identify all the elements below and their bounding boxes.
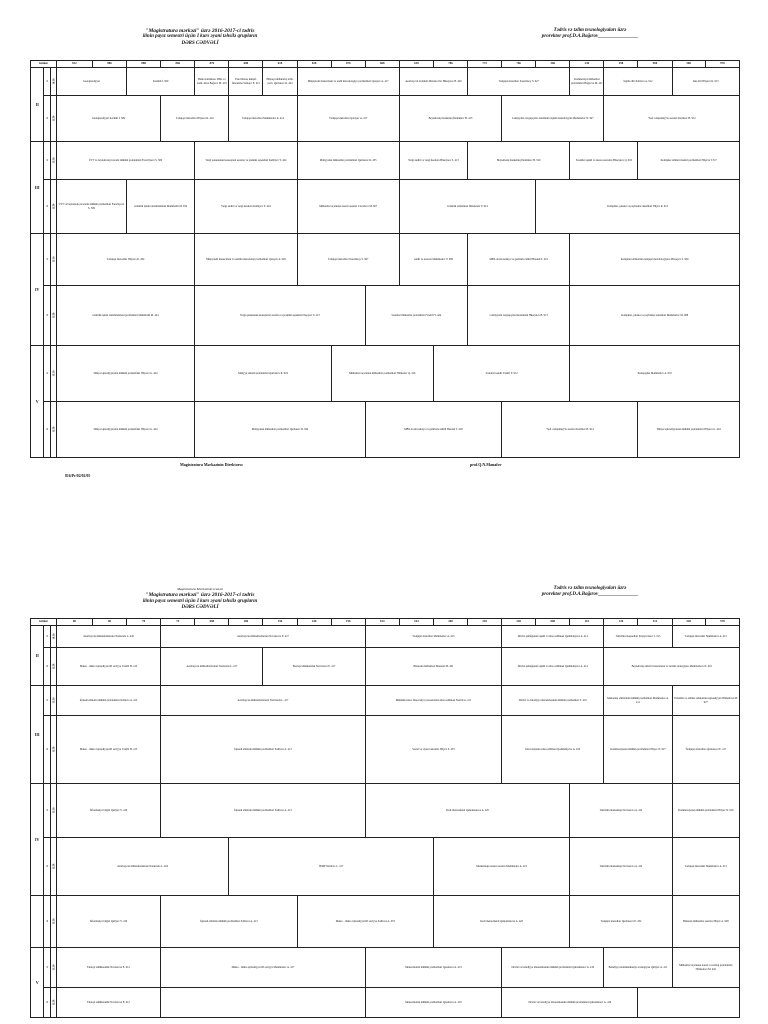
lesson-cell: Audit və nəzarət Məmmədov V. 909 [399,234,467,286]
table-row [31,68,740,96]
director-label: Magistratura Mərkəzinin Direktoru: [180,462,244,467]
group-code: 008 [536,619,570,626]
lesson-cell: Azərbaycan mühasibatlarının Nəzirzadə L. 432 [56,626,160,648]
lesson-cell: Bələdiyyə kommunikasiya strategiyası Quliyev A. 411 [604,948,672,988]
time-text: 11.50 [52,999,56,1006]
time-text: 11.50 [52,663,56,670]
day-label: IV [31,784,44,896]
lesson-cell [161,988,366,1018]
lesson-cell: Tədqiqat metodları Qarayev A. 417 [297,96,399,142]
header-note: Magistratura Mərkəzinin icazəsi [177,587,223,591]
lesson-cell: Mühasibat uçotunun mühasibat problemləri Əhmədov Q. 416 [331,346,433,402]
lesson-cell: Dövlət qulluğunun təşkili və idarə edilməsi Qədimaliyeva A. 414 [502,648,604,686]
schedule-caption: DƏRS CƏDVƏLİ [181,40,219,46]
slot-number: 1 [44,234,50,286]
table-row [31,626,740,648]
lesson-cell: Tədqiqat metodları Xəzərlisoy S. 927 [297,234,399,286]
lesson-cell: Vergi auditi və vergi hesabatı Kəlbiyev Y. 424 [195,180,297,234]
lesson-cell: Tədqiqat metodları Əliyeva R. 434 [56,234,194,286]
day-label: V [31,948,44,1018]
header-left [50,28,350,47]
group-header-row [31,619,740,626]
table-row [31,716,740,784]
group-code: 08 [56,619,92,626]
lesson-cell: Geoiqtisadiyyat [56,68,126,96]
day-label: V [31,346,44,458]
time-text: 11.50 [52,746,56,753]
lesson-cell: MBS-də investisiya və gəlirlərin təhlili Həsənli T. 418 [365,402,501,458]
lesson-cell: Turizmin marketinqi Novruzova A. 412 [570,838,672,896]
table-row [31,784,740,838]
group-code: 678 [331,61,365,68]
lesson-cell: Menecmentin mühüm problemləri Qasımova A. 419 [365,988,501,1018]
lesson-cell: İqtisadi elmlərin mühüm problemləri Xəlilova A. 413 [161,896,297,948]
day-label: III [31,142,44,234]
group-code: 196 [331,619,365,626]
lesson-cell: Bank statistikası. Biliz və audit. Ahra Bağırov M. 419 [195,68,229,96]
group-code: 772 [468,61,502,68]
lesson-cell: İqtisadi elmlərin mühüm problemləri Xəlilova A. 413 [161,716,366,784]
lesson-cell: Mühasibat uçotunun nəzəri əsasları Cavadova M. 927 [297,180,399,234]
table-row [31,648,740,686]
group-code: 512 [638,619,672,626]
group-code: 156 [263,619,297,626]
lesson-cell: Maliyyənin mühasibat problemləri Qurbanov R. 435 [297,142,399,180]
group-code: 568 [672,61,705,68]
slot-number: 2 [44,988,50,1018]
group-code: 266 [536,61,570,68]
lesson-cell: Dünya iqtisadiyyatının mühüm problemləri Əliyeva G. 424 [56,346,194,402]
lesson-cell: Turizmin məqsədləri Şiryiyevlərov İ. 415 [604,626,672,648]
lesson-cell: Müqayisəli menecment və auditin metodoloji problemləri Qarayev A. 926 [195,234,297,286]
lesson-cell: Cəmiyyətin vergiqoyma mexanizmi Hüseynov B. 913 [468,286,570,346]
schedule-title: "Magistratura mərkəzi" üzrə 2016-2017-ci tədris [145,28,255,34]
group-code: 578 [705,619,739,626]
lesson-cell: ÜTT və beynəlxalq ticarətin mühüm problemləri Fərəcliyeva S. 509 [56,142,194,180]
day-spacer [31,896,44,948]
lesson-cell: Kommersiyanın mühüm problemləri Əliyev N. 916 [672,784,739,838]
lesson-cell: Beynəlxalq marketinq İbrahimov H. 413 [399,96,501,142]
lesson-cell: Vergi auditi və vergi hesabatı Hüseynov S. 413 [399,142,467,180]
lesson-cell: "Soft computing"in əsasları Kərimov H. 912 [604,96,740,142]
time-text: 13.30 [52,370,56,377]
day-label: II [31,626,44,686]
lesson-cell: Dövlət qulluğunun təşkili və idarə edilməsi Qədimaliyeva A. 414 [502,626,604,648]
lesson-cell: Dövlət və bələdiyyə idarəetməsinin mühüm problemləri Qəhrəmanov A. 419 [502,948,604,988]
approval-line-2: prorektor prof.D.A.Bağırov________________ [541,34,639,40]
group-code: 78 [127,619,161,626]
slot-number: 2 [44,96,50,142]
lesson-cell: İnformasiya bilgisi Quliyev V. 416 [56,784,160,838]
lesson-cell: "Soft computing"in əsasları Kərimov H. 914 [502,402,638,458]
lesson-cell: Makro - mikro iqtisadiyyat III səviyyə Məmmədov A. 417 [161,948,366,988]
lesson-cell: Cəmiyyətin vergiqoyma sisteminin təşkili mənsubiyyəti Məmmədov N. 927 [502,96,604,142]
lesson-cell: Makro - mikro iqtisadiyyat III səviyyə Vəzirli H. 412 [56,648,160,686]
lesson-cell: Kərimli İ. 509 [127,68,195,96]
group-code: 218 [468,619,502,626]
group-code: 814 [365,619,399,626]
lesson-cell: ÜTT və beynəlxalq ticarətin mühüm problemləri Fərəcliyeva S. 509 [56,180,126,234]
lesson-cell: Müqayisəli menecment və audit metodologiya problemləri Qarayev A. 417 [297,68,399,96]
lesson-cell: Tədqiqat metodları Qurbanova E. 417 [672,716,739,784]
group-code: 116 [570,619,604,626]
group-code: 74 [161,619,195,626]
page-footer [30,458,740,478]
time-text: 13.30 [52,807,56,814]
time-text: 11.50 [52,426,56,433]
lesson-cell: Kadr menecmenti Qəhrəmanova A. 425 [365,784,570,838]
lesson-cell: Marketinqin nəzəri əsasları Məmmədov A. 415 [433,838,569,896]
table-row [31,948,740,988]
schedule-table-1 [30,60,740,458]
time-text: 10.10 [52,633,56,640]
lesson-cell: Mümkün idarə. İnnovasiya proseslərinin idarə edilməsi Nəzirli A. 411 [365,686,501,716]
slot-number: 1 [44,948,50,988]
lesson-cell: Biznesin mühasibat əsasları Əliyev A. 928 [672,896,739,948]
lesson-cell: Ekoloji təhlükəsizlik Novruzova E. 417 [263,648,365,686]
slot-number: 1 [44,686,50,716]
table-row [31,686,740,716]
schedule-page-2 [30,586,740,1018]
group-code: 886 [92,61,126,68]
slot-number: 2 [44,402,50,458]
lesson-cell: Kadr menecmenti Qəhrəmanova A. 425 [433,896,569,948]
group-code: 186 [229,619,263,626]
lesson-cell: Sosialist təşkili və insan resursları Hüseynov Q. 916 [570,142,638,180]
lesson-cell: Azərbaycan mühasibatlarının Nəzirzadə L. 417 [161,686,366,716]
lesson-cell: Tədqiqat metodları Qurbanova E. 432 [570,896,672,948]
lesson-cell: Kompüter elmləri mənzil problemləri Əliyeva T.517 [638,142,740,180]
group-code: 628 [297,61,331,68]
lesson-cell: Turizmin və xidmət sahələrinin iqtisadiyyatı Əhmədova M. 927 [672,686,739,716]
lesson-cell: Beynəlxalq marketinq İbrahimov H. 916 [468,142,570,180]
director-name: prof.Q.N.Manafov [470,462,502,467]
lesson-cell: Vergi qanununun konseptual əsasları və praktiki aspektləri Paşayev Z. 417 [195,286,365,346]
lesson-cell: Kompüter elmlərinin tədqiqat metodologiyası Mirzəyev S. 930 [570,234,740,286]
slot-number: 1 [44,142,50,180]
time-text: 11.50 [52,312,56,319]
group-code: 126 [604,619,638,626]
schedule-title: "Magistratura mərkəzi" üzrə 2016-2017-ci tədris [145,592,255,599]
lesson-cell: Biznesin mühasibatı Mansuri M. 431 [365,648,501,686]
schedule-page-1 [30,28,740,478]
day-label: III [31,686,44,784]
lesson-cell: Vergi qanununun konseptual əsasları və praktiki aspektləri Kəlbiyev Y. 424 [195,142,297,180]
time-text: 11.50 [52,203,56,210]
header-right [480,586,700,599]
lesson-cell: Kommersiyanın mühüm problemləri Əliyev N. 927 [604,716,672,784]
table-row [31,896,740,948]
schedule-subtitle: ilinin payız semestri üçün I kurs əyani təhsilə qrupların [142,598,258,604]
lesson-cell: Rus dili Əliyeva R. 913 [672,68,739,96]
approval-line-1: Tədris və təlim texnologiyaları üzrə [553,28,627,33]
table-row [31,286,740,346]
group-code: 812 [56,61,92,68]
group-code: 866 [161,61,195,68]
group-code: 246 [297,619,331,626]
lesson-cell: Kompüter, şəbəkə və paylanma sistemləri Məmmədov M. 908 [570,286,740,346]
group-code: 876 [195,61,229,68]
lesson-cell: Azərbaycan mühasibatlarının Nəzirzadə L. 417 [161,648,263,686]
lesson-cell: Maliyyə sistemi problemləri Qurbanov R. 924 [195,346,331,402]
table-row [31,142,740,180]
lesson-cell: İnformasiya bilgisi Quliyev V. 416 [56,896,160,948]
lesson-cell: Azərbaycan mühasibatlarının Nəzirzadə L. 416 [56,838,229,896]
lesson-cell: İqtisadi elmlərin mühüm problemləri Xəlilova A. 413 [161,784,366,838]
lesson-cell: Tədqiqat metodları Xəzərlisoy S. 927 [468,68,570,96]
lesson-cell: Tədqiqat metodları Məmmədov A. 415 [672,626,739,648]
group-code: 786 [433,61,467,68]
lesson-cell: Dünya iqtisadiyyatının mühüm problemləri Əliyeva G. 424 [56,402,194,458]
schedule-table-2 [30,618,740,1018]
group-code: 888 [127,61,161,68]
days-label: Günlər [31,619,57,626]
time-text: 13.30 [52,964,56,971]
group-code: 618 [263,61,297,68]
lesson-cell: Beynəlxalq turizm bazarlarının və turizm strategiyası Məmmədova N. 416 [604,648,740,686]
lesson-cell: Ekoloji təhlükəsizlik Novruzova E. 412 [56,948,160,988]
table-row [31,988,740,1018]
approval-line-1: Tədris və təlim texnologiyaları üzrə [553,586,627,591]
group-code: 228 [502,619,536,626]
table-row [31,96,740,142]
group-code: 668 [365,61,399,68]
lesson-cell: Azərbaycan mühasibatlarının Novruzova E. 417 [161,626,366,648]
lesson-cell: İngilis dili Xəlilova A. 912 [604,68,672,96]
lesson-cell: Sosial və siyasi təsisatlar Əliyev S. 433 [365,716,501,784]
table-row [31,180,740,234]
group-code: 978 [705,61,739,68]
lesson-cell: Tədqiqat metodları Məmmədov A. 415 [672,838,739,896]
table-row [31,346,740,402]
lesson-cell: Dünya iqtisadiyyatının mühüm problemləri Əliyeva G. 424 [638,402,740,458]
lesson-cell: Geoiqtisadiyyat Kərimli İ. 509 [56,96,160,142]
slot-number: 2 [44,180,50,234]
group-code: 618 [399,61,433,68]
group-code: 688 [195,619,229,626]
lesson-cell: Kompüter, şəbəkə və paylanma sistemləri Əliyev R. 912 [536,180,740,234]
schedule-subtitle: ilinin payız semestri üçün I kurs əyani təhsilə qrupların [142,34,258,40]
lesson-cell: Makro - mikro iqtisadiyyat III səviyyə Xəlilova A. 433 [297,896,433,948]
time-text: 13.30 [52,256,56,263]
slot-number: 1 [44,784,50,838]
lesson-cell: İnnovasiyanın idarə edilməsi Qədimaliyeva A. 433 [502,716,604,784]
slot-number: 2 [44,716,50,784]
lesson-cell: Sosialist mühasibat problemləri Vəzirli Y. 424 [365,286,467,346]
group-code: 06 [92,619,126,626]
slot-number: 1 [44,68,50,96]
lesson-cell: Gömrük statistikası İlmanzadə V. 914 [399,180,535,234]
slot-number: 2 [44,286,50,346]
table-row [31,234,740,286]
slot-number: 2 [44,648,50,686]
lesson-cell: Sosialist təşkili Vəzirli Y. 912 [433,346,569,402]
lesson-cell: Azərbaycan tarixinin Muxtarovlar Hüseynov B. 420 [399,68,467,96]
time-text: 13.30 [52,157,56,164]
lesson-cell: Mühasibat uçotunun nəzəri və tətbiqi problemləri Əhmədova M. 416 [672,948,739,988]
days-label: Günlər [31,61,57,68]
slot-number: 2 [44,838,50,896]
lesson-cell: Makro - mikro iqtisadiyyat III səviyyə Vəzirli H. 413 [56,716,160,784]
lesson-cell: Ekoloji təhlükəsizlik Novruzova E. 412 [56,988,160,1018]
page-header [30,28,740,60]
group-code: 966 [638,61,672,68]
lesson-cell: Dövlət və bələdiyyə idarəetməsinin mühüm problemləri Z. 416 [502,686,604,716]
lesson-cell: Gömrük işinin tənzimlənməsi Məmmədli M. 932 [127,180,195,234]
group-header-row [31,61,740,68]
group-code: 298 [604,61,638,68]
group-code: 230 [570,61,604,68]
group-code: 688 [229,61,263,68]
page-header [30,586,740,618]
document-code: 816/Pr/02/02/05 [65,474,91,478]
lesson-cell: MBS-də investisiya və gəlirlərin təhlili Həsənli T. 419 [468,234,570,286]
group-code: 528 [672,619,705,626]
table-row [31,402,740,458]
lesson-cell: Hüquqi sahibkarlıq arbit. prob. Qurbanov R. 424 [263,68,297,96]
lesson-cell: Tədqiqat metodları Məmmədov A. 414 [229,96,297,142]
lesson-cell [638,988,740,1018]
time-text: 11.50 [52,863,56,870]
lesson-cell: Dövlət və bələdiyyə idarəetməsinin mühüm problemləri Qəhrəmanov A. 419 [502,988,638,1018]
lesson-cell: Marketinq elmlərinin mühüm problemləri Məmmədov A. 411 [604,686,672,716]
slot-number: 1 [44,346,50,402]
time-text: 10.10 [52,78,56,85]
approval-line-2: prorektor prof.D.A.Bağırov________________ [541,592,639,598]
lesson-cell: İEMP Xəlilova C. 417 [229,838,434,896]
time-text: 11.50 [52,115,56,122]
time-text: 13.30 [52,918,56,925]
lesson-cell: Pedaqogika Məmmədov A. 916 [570,346,740,402]
lesson-cell: Turizmin marketinqi Novruzova A. 412 [570,784,672,838]
slot-number: 3 [44,896,50,948]
group-code: 766 [502,61,536,68]
group-code: 164 [399,619,433,626]
table-row [31,838,740,896]
lesson-cell: Gömrük işinin tənzimlənməsi problemləri Məmmədli M. 424 [56,286,194,346]
lesson-cell: Fənd biznes inkişaf. İdarəetmə Sadıqov E. 415 [229,68,263,96]
header-left [50,586,350,611]
lesson-cell: Maliyyənin mühasibat problemləri Qurbanov R. 924 [195,402,365,458]
schedule-caption: DƏRS CƏDVƏLİ [181,604,219,610]
slot-number: 1 [44,626,50,648]
day-label: IV [31,234,44,346]
day-label: II [31,68,44,142]
lesson-cell: Tədqiqat metodları Əliyeva R. 419 [161,96,229,142]
lesson-cell: Menecmentin mühüm problemləri Qasımova A. 413 [365,948,501,988]
time-text: 13.30 [52,697,56,704]
lesson-cell: Tədqiqat metodları Məmmədov A. 415 [365,626,501,648]
header-right [480,28,700,41]
lesson-cell: İqtisadi elmlərin mühüm problemləri Xəlilova A. 413 [56,686,160,716]
lesson-cell: Kommersiya mühasibat problemləri Bağırova M. 421 [570,68,604,96]
group-code: 208 [433,619,467,626]
